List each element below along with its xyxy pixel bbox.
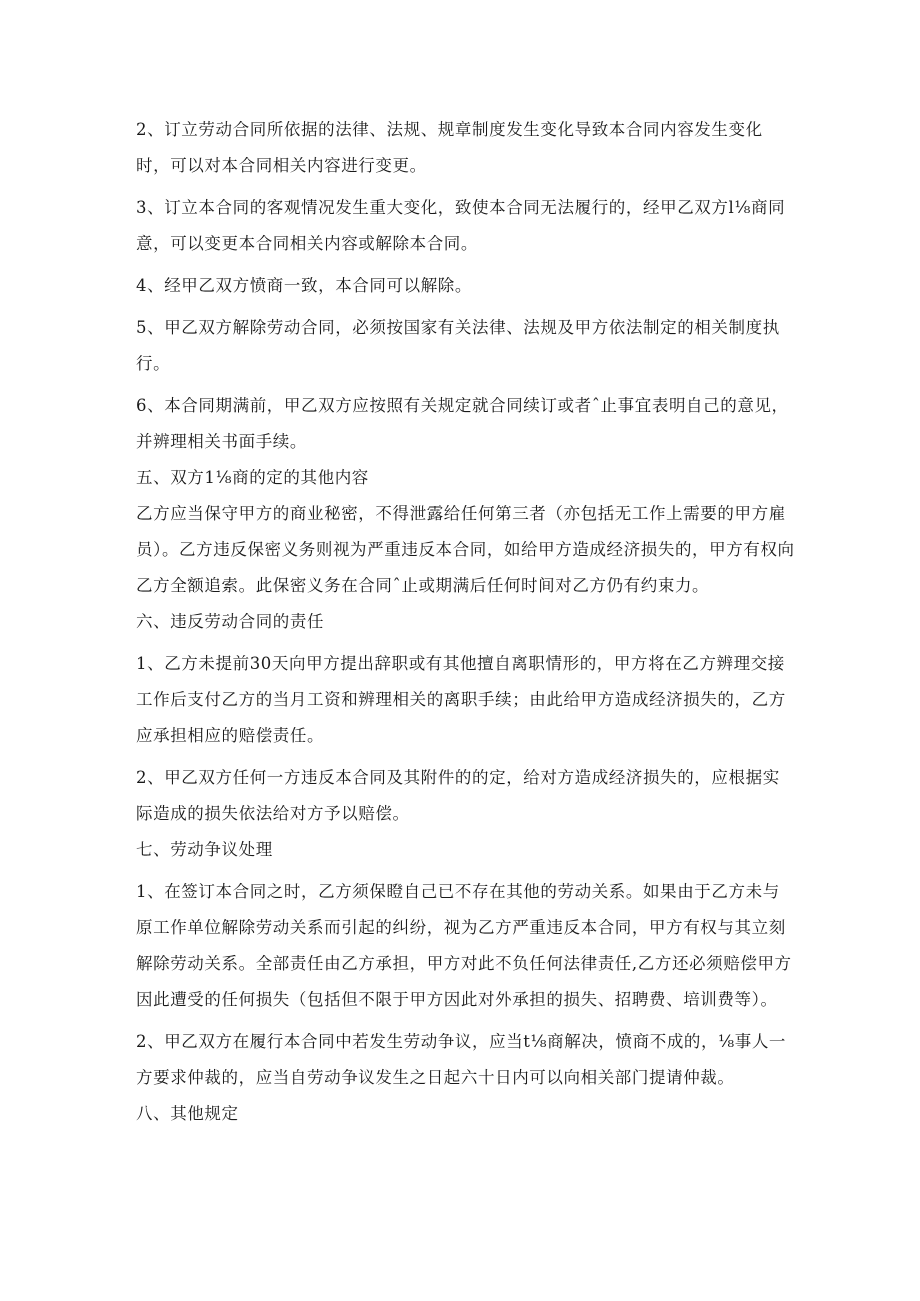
- section-6-heading: 六、违反劳动合同的责任: [136, 612, 325, 631]
- confidentiality-clause: 乙方应当保守甲方的商业秘密，不得泄露给任何第三者（亦包括无工作上需要的甲方雇员）。乙方违反保密义务则视为严重违反本合同，如给甲方造成经济损失的，甲方有权向乙方全额追索。此保密义务在合同ˆ止或期满后任何时间对乙方仍有约束力。: [136, 504, 795, 595]
- clause-6-expiry: 6、本合同期满前，甲乙双方应按照有关规定就合同续订或者ˆ止事宜表明自己的意见，并辨理相关书面手续。: [136, 396, 789, 451]
- dispute-clause-2: 2、甲乙双方在履行本合同中若发生劳动争议，应当t⅛商解决，愤商不成的，⅛事人一方要求仲裁的，应当自劳动争议发生之日起六十日内可以向相关部门提请仲裁。: [136, 1032, 787, 1087]
- clause-3-objective-change: 3、订立本合同的客观情况发生重大变化，致使本合同无法履行的，经甲乙双方l⅛商同意，可以变更本合同相关内容或解除本合同。: [136, 198, 786, 253]
- breach-clause-2: 2、甲乙双方任何一方违反本合同及其附件的的定，给对方造成经济损失的，应根据实际造成的损失依法给对方予以赔偿。: [136, 768, 780, 823]
- clause-2-change-of-law: 2、订立劳动合同所依据的法律、法规、规章制度发生变化导致本合同内容发生变化时，可以对本合同相关内容进行变更。: [136, 120, 763, 175]
- clause-4-mutual-termination: 4、经甲乙双方愤商一致，本合同可以解除。: [136, 276, 472, 295]
- breach-clause-1: 1、乙方未提前30天向甲方提出辞职或有其他擅自离职情形的，甲方将在乙方辨理交接工作后支付乙方的当月工资和辨理相关的离职手续；由此给甲方造成经济损失的，乙方应承担相应的赔偿责任。: [136, 654, 786, 745]
- section-8-heading: 八、其他规定: [136, 1104, 239, 1123]
- section-5-heading: 五、双方1⅛商的定的其他内容: [136, 468, 369, 487]
- clause-5-termination-rules: 5、甲乙双方解除劳动合同，必须按国家有关法律、法规及甲方依法制定的相关制度执行。: [136, 318, 780, 373]
- contract-page: [136, 112, 796, 1132]
- dispute-clause-1: 1、在签订本合同之时，乙方须保瞪自己已不存在其他的劳动关系。如果由于乙方未与原工作单位解除劳动关系而引起的纠纷，视为乙方严重违反本合同，甲方有权与其立刻解除劳动关系。全部责任由乙方承担，甲方对此不负任何法律责任,乙方还必须赔偿甲方因此遭受的任何损失（包括但不限于甲方因此对外承担的损失、招聘费、培训费等）。: [136, 882, 792, 1009]
- section-7-heading: 七、劳动争议处理: [136, 840, 273, 859]
